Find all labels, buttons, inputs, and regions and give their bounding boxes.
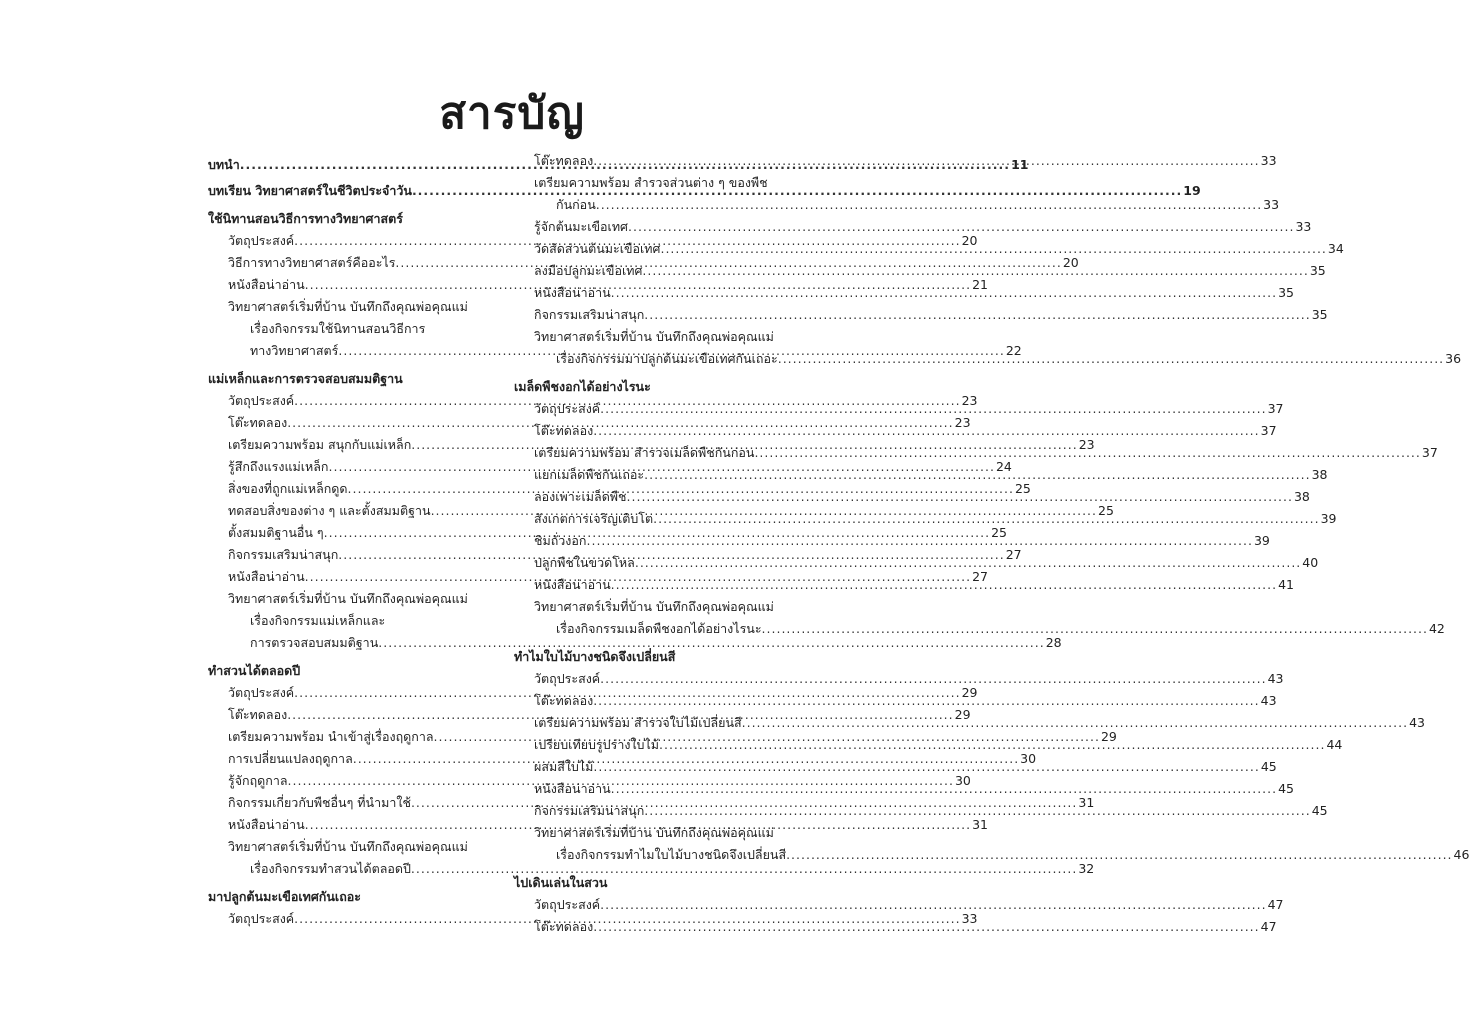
- toc-page-number: 31: [1078, 795, 1095, 810]
- toc-page-number: 40: [1302, 555, 1319, 570]
- toc-leader-dots: [600, 894, 1266, 916]
- toc-page-number: 25: [1014, 481, 1031, 496]
- toc-leader-dots: [627, 486, 1293, 508]
- toc-entry-title: หนังสือน่าอ่าน: [534, 577, 611, 592]
- toc-entry-title: โต๊ะทดลอง: [228, 707, 288, 722]
- toc-entry[interactable]: [514, 194, 1280, 216]
- toc-entry-title: กิจกรรมเสริมน่าสนุก: [534, 803, 645, 818]
- toc-page-number: 29: [1100, 729, 1117, 744]
- toc-page-number: 35: [1278, 285, 1295, 300]
- toc-page-number: 39: [1253, 533, 1270, 548]
- toc-entry-title: วัตถุประสงค์: [228, 233, 295, 248]
- toc-page-number: 11: [1011, 157, 1029, 172]
- toc-page-number: 35: [1309, 263, 1326, 278]
- toc-entry-title: โต๊ะทดลอง: [534, 919, 594, 934]
- toc-page-number: 33: [961, 911, 978, 926]
- toc-page-number: 27: [1005, 547, 1022, 562]
- toc-page-number: 36: [1445, 351, 1462, 366]
- toc-leader-dots: [593, 916, 1259, 938]
- toc-entry-line: เรื่องกิจกรรมใช้นิทานสอนวิธีการ: [250, 321, 426, 336]
- toc-section-heading: เมล็ดพืชงอกได้อย่างไรนะ: [514, 379, 651, 394]
- toc-entry[interactable]: [514, 618, 1445, 640]
- toc-page-number: 33: [1260, 153, 1277, 168]
- toc-section-heading: ทำสวนได้ตลอดปี: [208, 663, 301, 678]
- toc-entry-title: หนังสือน่าอ่าน: [534, 781, 611, 796]
- toc-entry[interactable]: [208, 632, 1062, 654]
- toc-entry-title: หนังสือน่าอ่าน: [228, 569, 305, 584]
- toc-leader-dots: [778, 348, 1444, 370]
- toc-entry[interactable]: [208, 566, 989, 588]
- toc-page-number: 32: [1078, 861, 1095, 876]
- toc-page-number: 28: [1045, 635, 1062, 650]
- toc-page-number: 37: [1267, 401, 1284, 416]
- toc-section-heading: ไปเดินเล่นในสวน: [514, 875, 608, 890]
- toc-leader-dots: [593, 690, 1259, 712]
- toc-page-number: 45: [1278, 781, 1295, 796]
- toc-entry-title: โต๊ะทดลอง: [534, 153, 594, 168]
- toc-entry[interactable]: [514, 668, 1284, 690]
- toc-entry-title: เรื่องกิจกรรมทำไมใบไม้บางชนิดจึงเปลี่ยนสี: [556, 847, 787, 862]
- toc-page-number: 41: [1278, 577, 1295, 592]
- toc-leader-dots: [600, 668, 1266, 690]
- toc-leader-dots: [644, 304, 1310, 326]
- toc-entry-line: วิทยาศาสตร์เริ่มที่บ้าน บันทึกถึงคุณพ่อคุณแม่: [228, 839, 468, 854]
- toc-entry-title: รู้จักต้นมะเขือเทศ: [534, 219, 628, 234]
- toc-page-number: 33: [1295, 219, 1312, 234]
- toc-page-number: 45: [1311, 803, 1328, 818]
- toc-entry[interactable]: [208, 274, 989, 296]
- toc-leader-dots: [596, 194, 1262, 216]
- toc-entry-title: หนังสือน่าอ่าน: [534, 285, 611, 300]
- toc-page-number: 25: [1098, 503, 1114, 518]
- toc-entry-title: เรื่องกิจกรรมมาปลูกต้นมะเขือเทศกันเถอะ: [556, 351, 778, 366]
- toc-page-number: 23: [954, 415, 971, 430]
- toc-leader-dots: [653, 508, 1319, 530]
- toc-entry-title: บทนำ: [208, 157, 240, 172]
- toc-page-number: 37: [1421, 445, 1438, 460]
- toc-entry-line: เรื่องกิจกรรมแม่เหล็กและ: [250, 613, 386, 628]
- toc-entry-title: วัตถุประสงค์: [534, 401, 601, 416]
- toc-entry-line: วิทยาศาสตร์เริ่มที่บ้าน บันทึกถึงคุณพ่อคุณแม่: [228, 299, 468, 314]
- toc-entry-title: วัตถุประสงค์: [534, 897, 601, 912]
- toc-leader-dots: [642, 260, 1308, 282]
- toc-entry-title: วัตถุประสงค์: [228, 911, 295, 926]
- toc-page-number: 24: [995, 459, 1012, 474]
- toc-entry[interactable]: [514, 894, 1284, 916]
- toc-entry-title: ปลูกพืชในขวดโหล: [534, 555, 635, 570]
- toc-entry[interactable]: [514, 844, 1469, 866]
- toc-section-heading: มาปลูกต้นมะเขือเทศกันเถอะ: [208, 889, 361, 904]
- toc-leader-dots: [754, 442, 1420, 464]
- toc-page-number: 19: [1183, 183, 1201, 198]
- toc-entry-title: ผสมสีใบไม้: [534, 759, 594, 774]
- toc-leader-dots: [587, 530, 1253, 552]
- toc-entry-title: หนังสือน่าอ่าน: [228, 277, 305, 292]
- toc-entry[interactable]: [208, 412, 971, 434]
- toc-entry-title: เปรียบเทียบรูปร่างใบไม้: [534, 737, 659, 752]
- toc-entry-line: วิทยาศาสตร์เริ่มที่บ้าน บันทึกถึงคุณพ่อคุณแม่: [228, 591, 468, 606]
- toc-leader-dots: [786, 844, 1452, 866]
- toc-entry-title: วัตถุประสงค์: [228, 393, 295, 408]
- toc-page-number: 43: [1267, 671, 1284, 686]
- toc-entry[interactable]: [514, 216, 1312, 238]
- toc-page-number: 31: [972, 817, 989, 832]
- toc-page-number: 33: [1263, 197, 1280, 212]
- toc-page-number: 44: [1326, 737, 1343, 752]
- toc-page-number: 46: [1453, 847, 1469, 862]
- toc-entry-title: ชิมถั่วงอก: [534, 533, 587, 548]
- toc-page-number: 21: [972, 277, 989, 292]
- toc-page-number: 20: [1062, 255, 1079, 270]
- toc-entry-title: รู้สึกถึงแรงแม่เหล็ก: [228, 459, 329, 474]
- toc-leader-dots: [611, 778, 1277, 800]
- toc-entry-line: วิทยาศาสตร์เริ่มที่บ้าน บันทึกถึงคุณพ่อคุณแม่: [534, 825, 774, 840]
- toc-page-number: 47: [1260, 919, 1277, 934]
- toc-leader-dots: [593, 756, 1259, 778]
- toc-section-heading: ใช้นิทานสอนวิธีการทางวิทยาศาสตร์: [208, 211, 403, 226]
- toc-page-number: 38: [1311, 467, 1328, 482]
- toc-leader-dots: [611, 574, 1277, 596]
- toc-page-number: 47: [1267, 897, 1284, 912]
- toc-leader-dots: [644, 464, 1310, 486]
- toc-entry-title: เตรียมความพร้อม สนุกกับแม่เหล็ก: [228, 437, 412, 452]
- toc-entry[interactable]: [208, 858, 1095, 880]
- toc-entry-title: กิจกรรมเสริมน่าสนุก: [534, 307, 645, 322]
- toc-entry-title: กิจกรรมเสริมน่าสนุก: [228, 547, 339, 562]
- toc-page-number: 20: [961, 233, 978, 248]
- toc-page-number: 30: [1020, 751, 1037, 766]
- toc-entry-title: ตั้งสมมติฐานอื่น ๆ: [228, 525, 324, 540]
- toc-page-number: 30: [954, 773, 971, 788]
- toc-page-number: 23: [1078, 437, 1095, 452]
- toc-page-number: 38: [1293, 489, 1310, 504]
- toc-entry-title: ทดสอบสิ่งของต่าง ๆ และตั้งสมมติฐาน: [228, 503, 431, 518]
- toc-section-heading: แม่เหล็กและการตรวจสอบสมมติฐาน: [208, 371, 403, 386]
- toc-entry[interactable]: [208, 390, 978, 412]
- toc-leader-dots: [628, 216, 1294, 238]
- toc-page-number: 39: [1320, 511, 1337, 526]
- toc-entry-title: เตรียมความพร้อม สำรวจใบไม้เปลี่ยนสี: [534, 715, 742, 730]
- page-title: สารบัญ: [439, 88, 585, 139]
- toc-entry[interactable]: [514, 304, 1328, 326]
- toc-leader-dots: [660, 238, 1326, 260]
- toc-page-number: 22: [1005, 343, 1022, 358]
- toc-entry-title: ลงมือปลูกมะเขือเทศ: [534, 263, 643, 278]
- toc-entry-title: การตรวจสอบสมมติฐาน: [250, 635, 379, 650]
- toc-entry-title: วัดสัดส่วนต้นมะเขือเทศ: [534, 241, 661, 256]
- toc-entry-line: วิทยาศาสตร์เริ่มที่บ้าน บันทึกถึงคุณพ่อคุณแม่: [534, 599, 774, 614]
- toc-entry-title: วัตถุประสงค์: [534, 671, 601, 686]
- toc-leader-dots: [635, 552, 1301, 574]
- toc-entry-title: โต๊ะทดลอง: [228, 415, 288, 430]
- toc-page-number: 37: [1260, 423, 1277, 438]
- toc-entry-title: ทางวิทยาศาสตร์: [250, 343, 339, 358]
- toc-page-number: 43: [1409, 715, 1425, 730]
- toc-page-number: 29: [954, 707, 971, 722]
- toc-entry-title: รู้จักฤดูกาล: [228, 773, 288, 788]
- toc-page-number: 27: [972, 569, 989, 584]
- toc-leader-dots: [611, 282, 1277, 304]
- toc-page-number: 25: [991, 525, 1007, 540]
- toc-entry-title: วิธีการทางวิทยาศาสตร์คืออะไร: [228, 255, 396, 270]
- toc-leader-dots: [742, 712, 1408, 734]
- toc-entry-title: กิจกรรมเกี่ยวกับพืชอื่นๆ ที่นำมาใช้: [228, 795, 411, 810]
- toc-entry-title: การเปลี่ยนแปลงฤดูกาล: [228, 751, 353, 766]
- toc-leader-dots: [644, 800, 1310, 822]
- toc-entry-title: เตรียมความพร้อม สำรวจเมล็ดพืชกันก่อน: [534, 445, 755, 460]
- toc-entry-title: โต๊ะทดลอง: [534, 423, 594, 438]
- toc-leader-dots: [600, 398, 1266, 420]
- toc-entry-title: ลองเพาะเมล็ดพืช: [534, 489, 627, 504]
- toc-page-number: 34: [1327, 241, 1344, 256]
- toc-leader-dots: [762, 618, 1428, 640]
- toc-page-number: 42: [1428, 621, 1445, 636]
- toc-entry-title: บทเรียน วิทยาศาสตร์ในชีวิตประจำวัน: [208, 183, 412, 198]
- toc-entry-title: แยกเมล็ดพืชกันเถอะ: [534, 467, 645, 482]
- toc-entry-line: เตรียมความพร้อม สำรวจส่วนต่าง ๆ ของพืช: [534, 175, 768, 190]
- toc-entry-title: วัตถุประสงค์: [228, 685, 295, 700]
- toc-page-number: 43: [1260, 693, 1277, 708]
- toc-section-heading: ทำไมใบไม้บางชนิดจึงเปลี่ยนสี: [514, 649, 676, 664]
- toc-entry-title: โต๊ะทดลอง: [534, 693, 594, 708]
- toc-leader-dots: [593, 150, 1259, 172]
- toc-page-number: 23: [961, 393, 978, 408]
- toc-entry-line: วิทยาศาสตร์เริ่มที่บ้าน บันทึกถึงคุณพ่อคุณแม่: [534, 329, 774, 344]
- toc-page-number: 45: [1260, 759, 1277, 774]
- toc-entry-title: เรื่องกิจกรรมทำสวนได้ตลอดปี: [250, 861, 411, 876]
- toc-leader-dots: [593, 420, 1259, 442]
- toc-entry-title: หนังสือน่าอ่าน: [228, 817, 305, 832]
- toc-entry-title: กันก่อน: [556, 197, 596, 212]
- toc-entry-title: เตรียมความพร้อม นำเข้าสู่เรื่องฤดูกาล: [228, 729, 434, 744]
- toc-entry-title: สิ่งของที่ถูกแม่เหล็กดูด: [228, 481, 348, 496]
- toc-entry-title: สังเกตการเจริญเติบโต: [534, 511, 654, 526]
- toc-leader-dots: [659, 734, 1325, 756]
- toc-page-number: 35: [1311, 307, 1328, 322]
- toc-entry-title: เรื่องกิจกรรมเมล็ดพืชงอกได้อย่างไรนะ: [556, 621, 762, 636]
- toc-page-number: 29: [961, 685, 978, 700]
